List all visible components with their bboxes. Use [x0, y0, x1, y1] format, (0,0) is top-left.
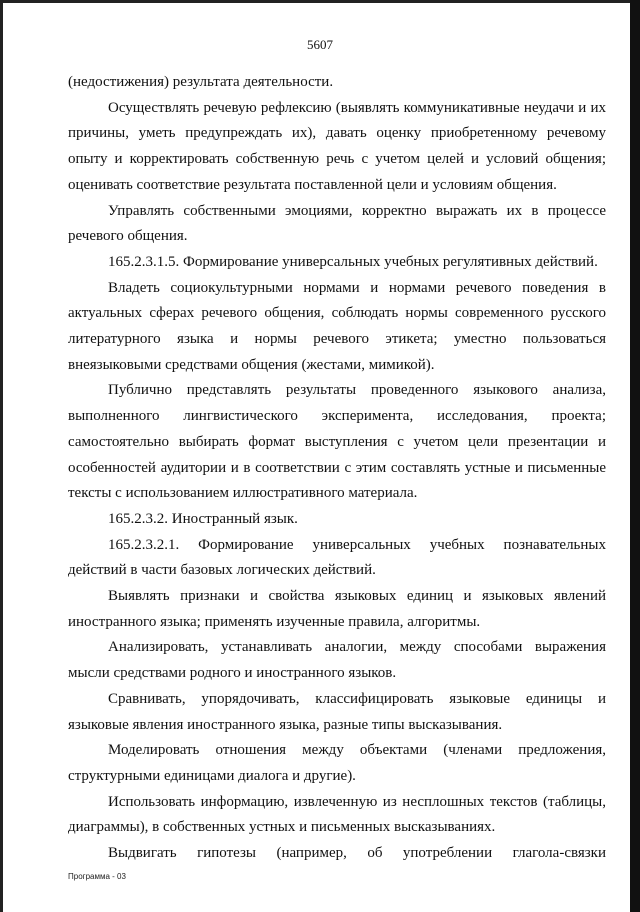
- paragraph: Выдвигать гипотезы (например, об употреблении глагола-связки: [108, 845, 606, 862]
- footer-program-label: Программа - 03: [68, 872, 126, 881]
- document-body: [68, 70, 606, 867]
- paragraph: Публично представлять результаты проведенного языкового анализа, выполненного лингвистического эксперимента, исследования, проекта; самостоятельно выбирать формат выступления с учетом цели презентации и особенностей аудитории и в соответствии с этим составлять устные и письменные тексты с использованием иллюстративного материала.: [68, 382, 606, 502]
- paragraph: Выявлять признаки и свойства языковых единиц и языковых явлений иностранного языка; применять изученные правила, алгоритмы.: [68, 588, 606, 630]
- paragraph: Сравнивать, упорядочивать, классифицировать языковые единицы и языковые явления иностранного языка, разные типы высказывания.: [68, 690, 606, 733]
- section-heading: 165.2.3.1.5. Формирование универсальных учебных регулятивных действий.: [108, 253, 598, 270]
- paragraph: Использовать информацию, извлеченную из несплошных текстов (таблицы, диаграммы), в собственных устных и письменных высказываниях.: [68, 793, 606, 836]
- section-heading: 165.2.3.2.1. Формирование универсальных учебных познавательных действий в части базовых логических действий.: [68, 536, 606, 579]
- page-number: 5607: [307, 37, 333, 52]
- scan-edge-top: [0, 0, 640, 3]
- scan-edge-left: [0, 0, 3, 912]
- paragraph: Владеть социокультурными нормами и нормами речевого поведения в актуальных сферах речевого общения, соблюдать нормы современного русского литературного языка и нормы речевого этикета; уместно пользоваться внеязыковыми средствами общения (жестами, мимикой).: [68, 279, 606, 373]
- scan-edge-right: [630, 0, 640, 912]
- paragraph: Осуществлять речевую рефлексию (выявлять коммуникативные неудачи и их причины, уметь предупреждать их), давать оценку приобретенному речевому опыту и корректировать собственную речь с учетом целей и условий общения; оценивать соответствие результата поставленной цели и условиям общения.: [68, 99, 606, 193]
- paragraph: (недостижения) результата деятельности.: [68, 74, 334, 90]
- paragraph: Анализировать, устанавливать аналогии, между способами выражения мысли средствами родного и иностранного языков.: [68, 639, 606, 682]
- paragraph: Управлять собственными эмоциями, корректно выражать их в процессе речевого общения.: [68, 202, 606, 245]
- section-heading: 165.2.3.2. Иностранный язык.: [108, 510, 298, 527]
- paragraph: Моделировать отношения между объектами (членами предложения, структурными единицами диалога и другие).: [68, 742, 606, 784]
